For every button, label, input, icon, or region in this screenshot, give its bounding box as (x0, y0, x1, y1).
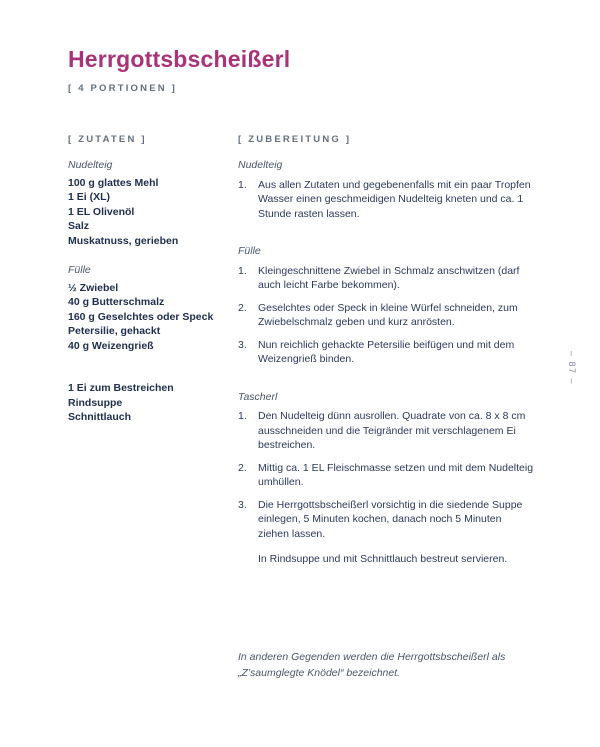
preparation-section (238, 158, 534, 221)
step-number: 2. (238, 461, 247, 474)
portions-label: [ 4 PORTIONEN ] (68, 83, 178, 94)
step-number: 1. (238, 264, 247, 277)
step-number: 3. (238, 498, 247, 511)
preparation-column (238, 134, 534, 590)
ingredient-line: 1 Ei (XL) (68, 191, 111, 203)
ingredient-line: Salz (68, 220, 90, 232)
ingredient-line: Rindsuppe (68, 396, 123, 409)
ingredient-line: Petersilie, gehackt (68, 325, 161, 337)
ingredient-line: 40 g Butterschmalz (68, 296, 165, 308)
preparation-section-subhead: Fülle (238, 245, 261, 257)
step-text: Geselchtes oder Speck in kleine Würfel schneiden, zum Zwiebelschmalz geben und kurz anrösten. (258, 301, 518, 328)
preparation-step (238, 301, 534, 330)
ingredient-line: 100 g glattes Mehl (68, 176, 159, 189)
page-number: – 87 – (567, 350, 577, 386)
preparation-section (238, 244, 534, 367)
recipe-footnote: In anderen Gegenden werden die Herrgottsbscheißerl als „Z’saumglegte Knödel“ bezeichnet. (238, 651, 506, 679)
preparation-sections (238, 158, 534, 567)
step-text: Kleingeschnittene Zwiebel in Schmalz anschwitzen (darf auch leicht Farbe bekommen). (258, 264, 520, 291)
step-text: Den Nudelteig dünn ausrollen. Quadrate von ca. 8 x 8 cm ausschneiden und die Teigränder mit verschlagenem Ei bestreichen. (258, 410, 526, 451)
preparation-step (238, 338, 534, 367)
ingredient-group (68, 263, 232, 353)
preparation-step (238, 178, 534, 222)
step-number: 2. (238, 301, 247, 314)
recipe-title: Herrgottsbscheißerl (68, 46, 291, 72)
preparation-step (238, 409, 534, 453)
preparation-step (238, 264, 534, 293)
step-text: Aus allen Zutaten und gegebenenfalls mit ein paar Tropfen Wasser einen geschmeidigen Nudelteig kneten und ca. 1 Stunde rasten lassen. (258, 178, 531, 220)
step-number: 1. (238, 178, 247, 191)
ingredient-line: 1 Ei zum Bestreichen (68, 382, 174, 394)
ingredients-column (68, 134, 232, 440)
step-number: 1. (238, 410, 247, 422)
ingredient-group-subhead: Fülle (68, 264, 91, 276)
ingredient-group-subhead: Nudelteig (68, 159, 113, 171)
ingredient-line: 40 g Weizengrieß (68, 339, 154, 352)
preparation-section-subhead: Tascherl (238, 390, 278, 403)
step-text: Nun reichlich gehackte Petersilie beifügen und mit dem Weizengrieß binden. (258, 338, 515, 365)
step-text: Die Herrgottsbscheißerl vorsichtig in die siedende Suppe einlegen, 5 Minuten kochen, danach noch 5 Minuten ziehen lassen. (258, 498, 523, 540)
preparation-step (238, 498, 534, 542)
step-text: Mittig ca. 1 EL Fleischmasse setzen und mit dem Nudelteig umhüllen. (258, 461, 534, 488)
ingredient-group (68, 158, 232, 248)
step-number: 3. (238, 338, 247, 351)
ingredient-group (68, 381, 232, 425)
preparation-header: [ ZUBEREITUNG ] (238, 134, 352, 145)
ingredients-header: [ ZUTATEN ] (68, 134, 147, 145)
section-note: In Rindsuppe und mit Schnittlauch bestreut servieren. (258, 553, 508, 565)
ingredient-line: 1 EL Olivenöl (68, 205, 135, 218)
ingredient-line: 160 g Geselchtes oder Speck (68, 310, 214, 323)
preparation-step (238, 461, 534, 490)
ingredient-line: Schnittlauch (68, 411, 132, 423)
ingredient-line: Muskatnuss, gerieben (68, 234, 179, 247)
ingredient-line: ½ Zwiebel (68, 281, 119, 294)
ingredients-list (68, 158, 232, 425)
preparation-section (238, 390, 534, 567)
preparation-section-subhead: Nudelteig (238, 159, 283, 171)
